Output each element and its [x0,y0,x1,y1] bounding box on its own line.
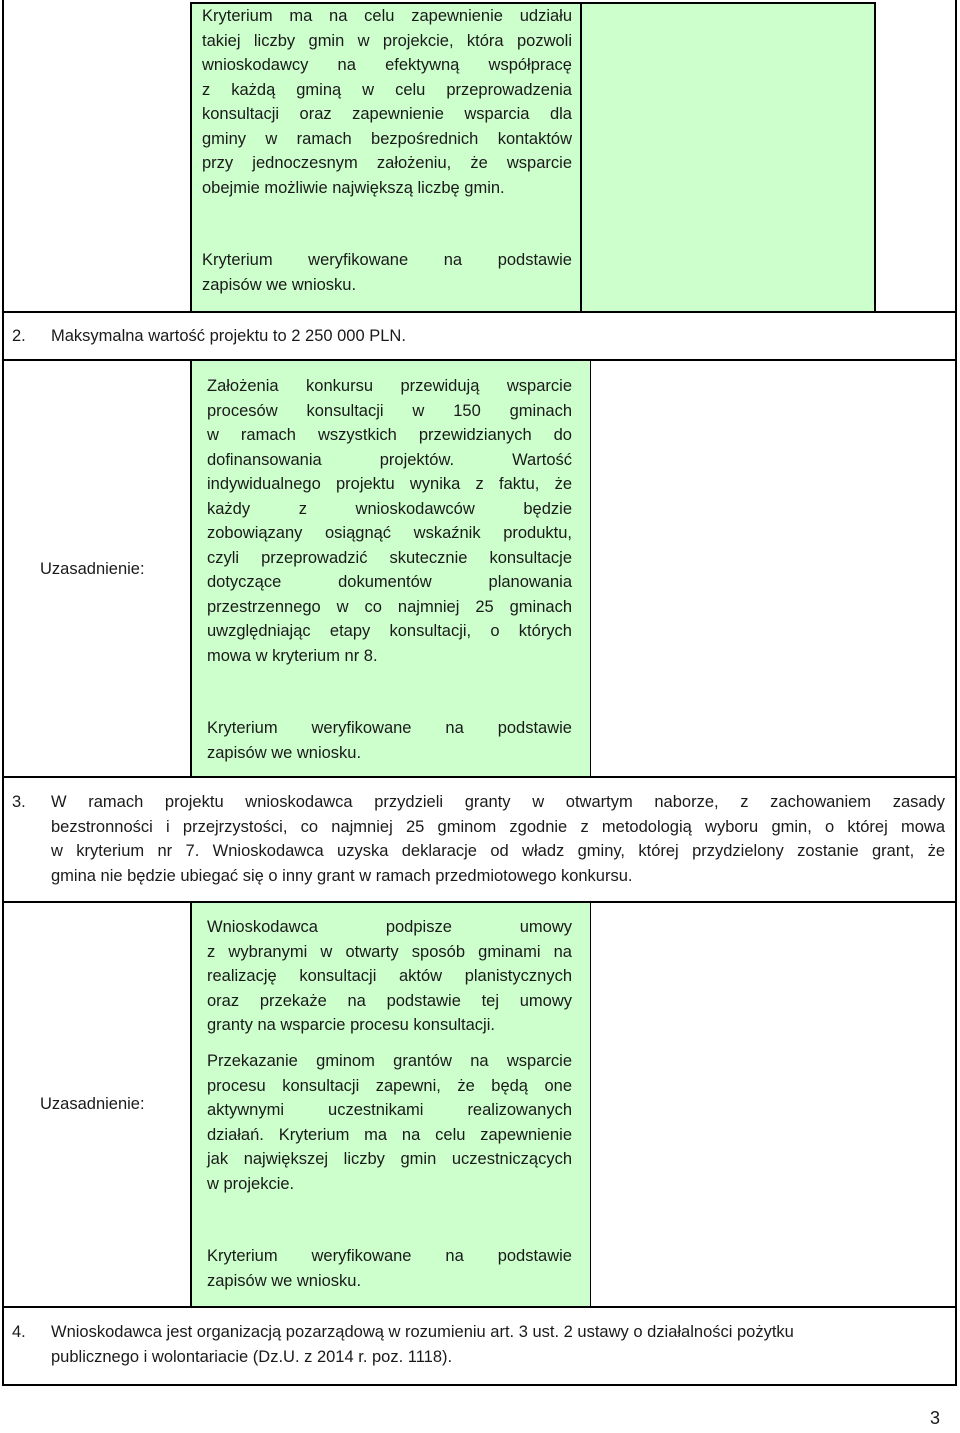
block2-verify [207,716,572,765]
text-line: Kryterium weryfikowane na podstawie [207,1247,572,1265]
b1-bottom [2,311,957,313]
block3-paragraph-2 [207,1049,572,1196]
text-line: W ramach projektu wnioskodawca przydzieli granty w otwartym naborze, z zachowaniem zasady [51,793,945,811]
b1-v1 [190,2,192,313]
text-line: indywidualnego projektu wynika z faktu, że [207,475,572,493]
text-line: w ramach wszystkich przewidzianych do [207,426,572,444]
text-line: dotyczące dokumentów planowania [207,573,572,591]
text-line: czyli przeprowadzić skutecznie konsultacje [207,548,572,567]
text-line: Kryterium ma na celu zapewnienie udziału [202,7,572,25]
b1-v2 [580,2,582,313]
block2-paragraph [207,374,572,668]
b3-v2 [590,901,591,1308]
text-line: Przekazanie gminom grantów na wsparcie [207,1052,572,1070]
text-line: w kryterium nr 7. Wnioskodawca uzyska deklaracje od władz gminy, której przydzielony zostanie grant, że [51,842,945,860]
text-line: procesu konsultacji zapewni, że będą one [207,1076,572,1095]
b2-bottom [2,776,957,778]
text-line: bezstronności i przejrzystości, co najmniej 25 gminom zgodnie z metodologią wyboru gmin, o której mowa [51,817,945,836]
criterion-3-text [51,790,945,888]
table-bottom [2,1384,957,1386]
table-border-left [2,0,4,1386]
text-line: przy jednoczesnym założeniu, że wsparcie [202,154,572,172]
text-line: aktywnymi uczestnikami realizowanych [207,1101,572,1119]
text-line: oraz przekaże na podstawie tej umowy [207,991,572,1010]
text-line: w projekcie. [207,1174,295,1193]
b1-v3 [874,2,876,313]
criterion-2-number: 2. [12,327,26,345]
text-line: Wnioskodawca jest organizacją pozarządową w rozumieniu art. 3 ust. 2 ustawy o działalności pożytku [51,1323,794,1341]
text-line: Wnioskodawca podpisze umowy [207,918,572,936]
text-line: zapisów we wniosku. [207,743,362,762]
text-line: działań. Kryterium ma na celu zapewnienie [207,1125,572,1144]
c2-bottom [2,359,957,361]
criterion-3-number: 3. [12,793,26,811]
text-line: obejmie możliwie największą liczbę gmin. [202,178,505,197]
text-line: Kryterium weryfikowane na podstawie [202,251,572,269]
block1-verify [202,248,572,297]
text-line: dofinansowania projektów. Wartość [207,450,572,469]
block3-label: Uzasadnienie: [40,1095,145,1113]
text-line: Założenia konkursu przewidują wsparcie [207,377,572,395]
block2-label: Uzasadnienie: [40,560,145,578]
block1-green-cell [582,4,874,311]
page-number: 3 [929,1408,940,1428]
block1-paragraph [202,4,572,200]
text-line: konsultacji oraz zapewnienie wsparcia dla [202,105,572,123]
text-line: uwzględniając etapy konsultacji, o których [207,622,572,640]
text-line: Kryterium weryfikowane na podstawie [207,719,572,737]
text-line: takiej liczby gmin w projekcie, która pozwoli [202,31,572,50]
text-line: z każdą gminą w celu przeprowadzenia [202,80,572,99]
b3-top [2,901,957,903]
text-line: zapisów we wniosku. [202,275,357,294]
text-line: zapisów we wniosku. [207,1271,362,1290]
b3-v1 [190,901,192,1308]
text-line: granty na wsparcie procesu konsultacji. [207,1016,495,1034]
block3-paragraph-1 [207,915,572,1038]
text-line: gmina nie będzie ubiegać się o inny grant w ramach przedmiotowego konkursu. [51,866,633,885]
text-line: mowa w kryterium nr 8. [207,646,378,665]
text-line: procesów konsultacji w 150 gminach [207,401,572,420]
block3-verify [207,1244,572,1293]
b2-v2 [590,359,591,778]
text-line: publicznego i wolontariacie (Dz.U. z 2014 r. poz. 1118). [51,1347,453,1366]
criterion-4-text [51,1320,931,1369]
text-line: z wybranymi w otwarty sposób gminami na [207,942,572,961]
text-line: gminy w ramach bezpośrednich kontaktów [202,129,572,148]
b2-v1 [190,359,192,778]
text-line: zobowiązany osiągnąć wskaźnik produktu, [207,524,572,542]
text-line: przestrzennego w co najmniej 25 gminach [207,597,572,616]
criterion-4-number: 4. [12,1323,26,1341]
b3-bottom [2,1306,957,1308]
text-line: każdy z wnioskodawców będzie [207,499,572,518]
table-border-right [955,0,957,1386]
text-line: realizację konsultacji aktów planistycznych [207,967,572,985]
criterion-2-text: Maksymalna wartość projektu to 2 250 000 PLN. [51,327,406,345]
text-line: wnioskodawcy na efektywną współpracę [202,56,572,74]
text-line: jak największej liczby gmin uczestniczących [207,1150,572,1168]
